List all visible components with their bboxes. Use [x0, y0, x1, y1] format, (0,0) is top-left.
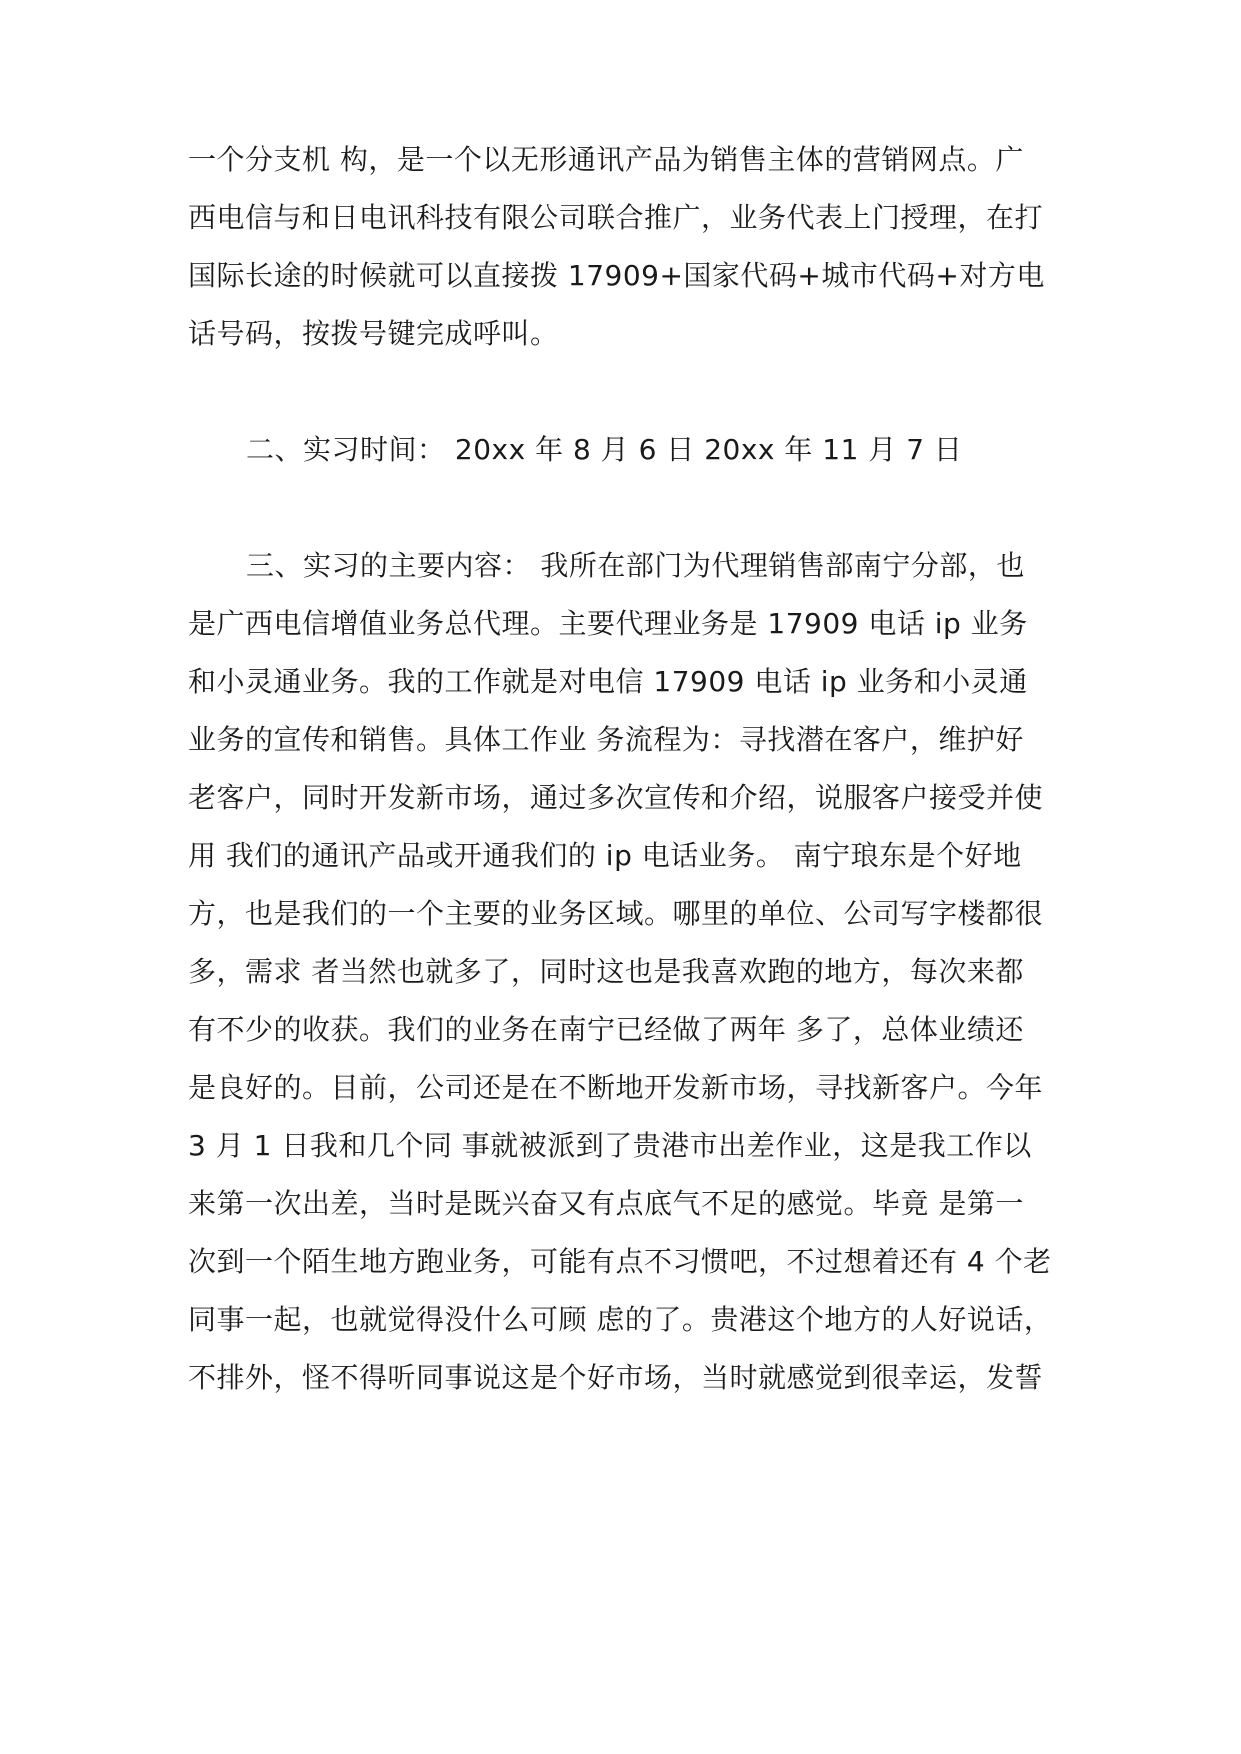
paragraph-line: 同事一起，也就觉得没什么可顾 虑的了。贵港这个地方的人好说话，: [188, 1303, 1053, 1336]
paragraph-line: 来第一次出差，当时是既兴奋又有点底气不足的感觉。毕竟 是第一: [188, 1187, 1024, 1220]
paragraph-line: 多，需求 者当然也就多了，同时这也是我喜欢跑的地方，每次来都: [188, 955, 1024, 988]
paragraph-line: 是良好的。目前，公司还是在不断地开发新市场，寻找新客户。今年: [188, 1071, 1044, 1104]
paragraph-line: 老客户，同时开发新市场，通过多次宣传和介绍，说服客户接受并使: [188, 781, 1044, 814]
paragraph-line: 用 我们的通讯产品或开通我们的 ip 电话业务。 南宁琅东是个好地: [188, 839, 1022, 872]
paragraph-line: 是广西电信增值业务总代理。主要代理业务是 17909 电话 ip 业务: [188, 607, 1028, 640]
paragraph-line: 和小灵通业务。我的工作就是对电信 17909 电话 ip 业务和小灵通: [188, 665, 1028, 698]
paragraph-line: 话号码，按拨号键完成呼叫。: [188, 317, 559, 350]
paragraph-line: 不排外，怪不得听同事说这是个好市场，当时就感觉到很幸运，发誓: [188, 1361, 1044, 1394]
section-heading-main-content: 三、实习的主要内容： 我所在部门为代理销售部南宁分部，也: [246, 549, 1025, 582]
paragraph-line: 方，也是我们的一个主要的业务区域。哪里的单位、公司写字楼都很: [188, 897, 1044, 930]
paragraph-line: 3 月 1 日我和几个同 事就被派到了贵港市出差作业，这是我工作以: [188, 1129, 1032, 1162]
paragraph-line: 西电信与和日电讯科技有限公司联合推广，业务代表上门授理，在打: [188, 201, 1044, 234]
paragraph-line: 国际长途的时候就可以直接拨 17909+国家代码+城市代码+对方电: [188, 259, 1045, 292]
paragraph-line: 一个分支机 构，是一个以无形通讯产品为销售主体的营销网点。广: [188, 143, 1024, 176]
paragraph-line: 次到一个陌生地方跑业务，可能有点不习惯吧，不过想着还有 4 个老: [188, 1245, 1052, 1278]
section-heading-internship-time: 二、实习时间： 20xx 年 8 月 6 日 20xx 年 11 月 7 日: [246, 433, 963, 466]
paragraph-line: 业务的宣传和销售。具体工作业 务流程为：寻找潜在客户，维护好: [188, 723, 1024, 756]
paragraph-line: 有不少的收获。我们的业务在南宁已经做了两年 多了，总体业绩还: [188, 1013, 1024, 1046]
